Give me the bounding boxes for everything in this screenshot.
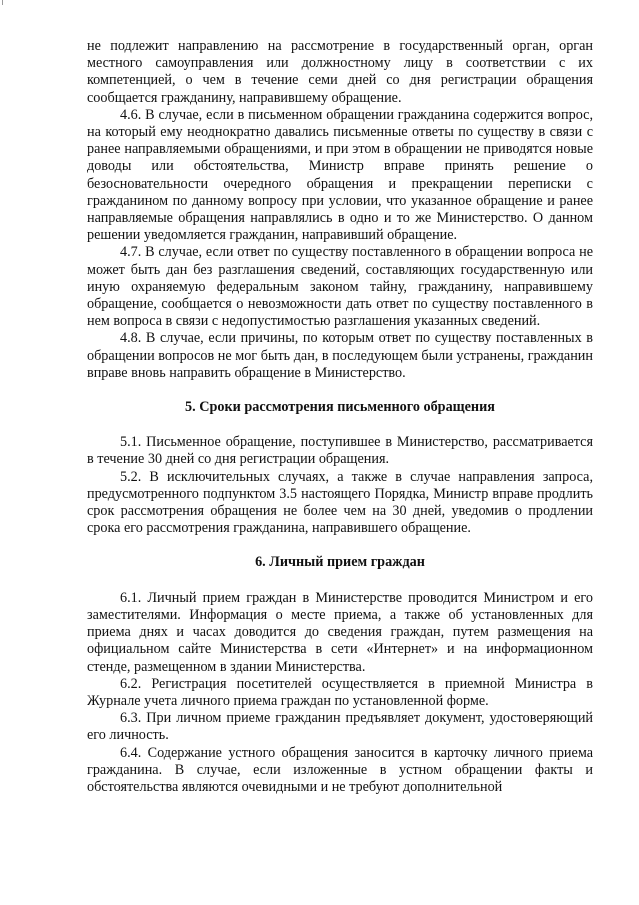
paragraph-5-2: 5.2. В исключительных случаях, а также в случае направления запроса, предусмотренного подпунктом 3.5 настоящего Порядка, Министр вправе продлить срок рассмотрения обращения не более чем на 30 дней, уведомив о продлении срока его рассмотрения гражданина, направившего обращение. (87, 468, 593, 537)
paragraph-6-3: 6.3. При личном приеме гражданин предъявляет документ, удостоверяющий его личность. (87, 710, 593, 744)
paragraph-5-1: 5.1. Письменное обращение, поступившее в Министерство, рассматривается в течение 30 дней со дня регистрации обращения. (87, 434, 593, 468)
spacer (87, 382, 593, 399)
section-6-heading: 6. Личный прием граждан (255, 554, 425, 571)
paragraph-4-6: 4.6. В случае, если в письменном обращении гражданина содержится вопрос, на который ему неоднократно давались письменные ответы по существу в связи с ранее направляемыми обращениями, и при этом в обращении не приводятся новые доводы или обстоятельства, Министр вправе принять решение о безосновательности очередного обращения и прекращении переписки с гражданином по данному вопросу при условии, что указанное обращение и ранее направляемые обращения направлялись в одно и то же Министерство. О данном решении уведомляется гражданин, направивший обращение. (87, 106, 593, 244)
paragraph-4-8: 4.8. В случае, если причины, по которым ответ по существу поставленных в обращении вопросов не мог быть дан, в последующем были устранены, гражданин вправе вновь направить обращение в Министерство. (87, 330, 593, 381)
spacer (87, 572, 593, 590)
spacer (87, 537, 593, 554)
paragraph-6-4: 6.4. Содержание устного обращения заносится в карточку личного приема гражданина. В случае, если изложенные в устном обращении факты и обстоятельства являются очевидными и не требуют дополнительной (87, 744, 593, 795)
document-body (87, 38, 593, 796)
paragraph-4-7: 4.7. В случае, если ответ по существу поставленного в обращении вопроса не может быть дан без разглашения сведений, составляющих государственную или иную охраняемую федеральным законом тайну, гражданину, направившему обращение, сообщается о невозможности дать ответ по существу поставленного в нем вопроса в связи с недопустимостью разглашения указанных сведений. (87, 244, 593, 330)
section-5-heading: 5. Сроки рассмотрения письменного обращения (185, 399, 495, 416)
scan-mark (2, 0, 3, 5)
paragraph-6-2: 6.2. Регистрация посетителей осуществляется в приемной Министра в Журнале учета личного приема граждан по установленной форме. (87, 675, 593, 709)
spacer (87, 416, 593, 434)
paragraph-continuation: не подлежит направлению на рассмотрение в государственный орган, орган местного самоуправления или должностному лицу в соответствии с их компетенцией, о чем в течение семи дней со дня регистрации обращения сообщается гражданину, направившему обращение. (87, 38, 593, 106)
paragraph-6-1: 6.1. Личный прием граждан в Министерстве проводится Министром и его заместителями. Информация о месте приема, а также об установленных для приема днях и часах доводится до сведения граждан, путем размещения на официальном сайте Министерства в сети «Интернет» и на информационном стенде, размещенном в здании Министерства. (87, 589, 593, 675)
